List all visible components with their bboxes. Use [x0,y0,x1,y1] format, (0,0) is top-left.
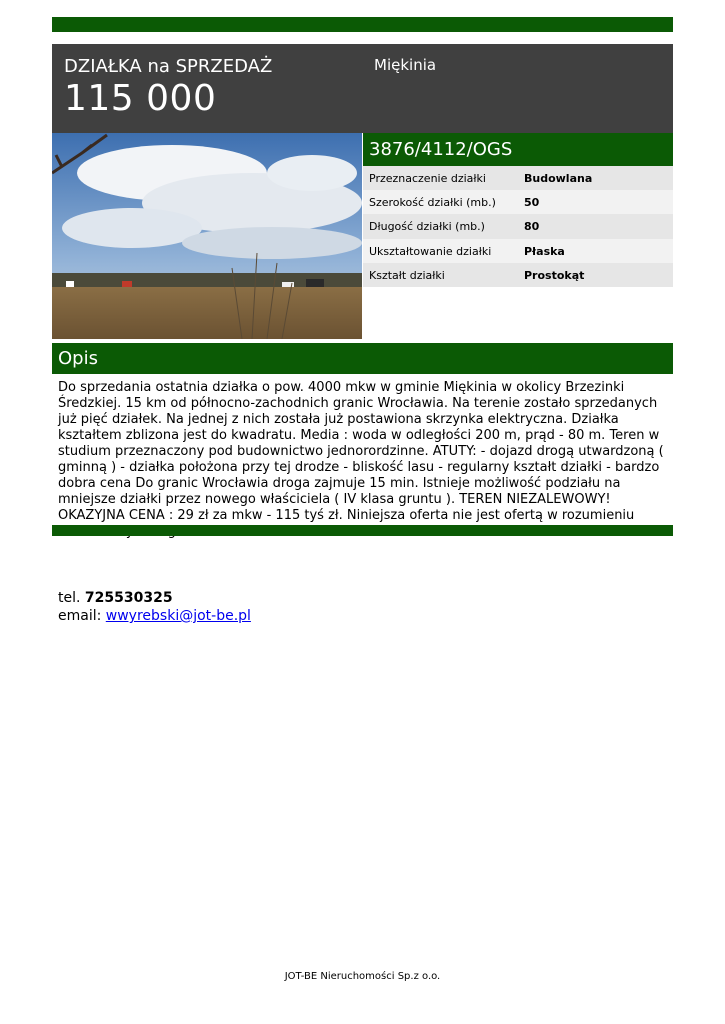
offer-type: DZIAŁKA na SPRZEDAŻ [64,56,273,77]
param-label: Ukształtowanie działki [369,244,492,258]
email-line [58,607,251,625]
contact-block [58,589,251,625]
param-row [363,166,673,190]
bottom-accent-bar [52,525,673,536]
phone-line [58,589,251,607]
param-row [363,190,673,214]
email-label: email: [58,608,102,624]
param-label: Szerokość działki (mb.) [369,196,496,210]
offer-city: Miękinia [374,56,437,74]
params-table [363,166,673,287]
email-link[interactable]: wwyrebski@jot-be.pl [105,608,251,624]
offer-header [52,44,673,133]
description-header [52,343,673,374]
description-title: Opis [58,348,98,369]
param-value: Prostokąt [524,268,585,282]
param-label: Kształt działki [369,268,445,282]
param-row [363,239,673,263]
footer-company: JOT-BE Nieruchomości Sp.z o.o. [284,971,441,982]
top-accent-bar [52,17,673,32]
description-text: Do sprzedania ostatnia działka o pow. 4000 mkw w gminie Miękinia w okolicy Brzezinki Średzkiej. 15 km od północno-zachodnich granic Wrocławia. Na terenie zostało sprzedanych już pięć działek. Na jednej z nich została już postawiona skrzynka elektryczna. Działka kształtem zblizona jest do kwadratu. Media : woda w odległości 200 m, prąd - 80 m. Teren w studium przeznaczony pod budownictwo jednorordzinne. ATUTY: - dojazd drogą utwardzoną ( gminną ) - działka położona przy tej drodze - bliskość lasu - regularny kształt działki - bardzo dobra cena Do granic Wrocławia droga zajmuje 15 min. Istnieje możliwość podziału na mniejsze działki przez nowego właściciela ( IV klasa gruntu ). TEREN NIEZALEWOWY! OKAZYJNA CENA : 29 zł za mkw - 115 tyś zł. Niniejsza oferta nie jest ofertą w rozumieniu [58,380,664,523]
phone-number: 725530325 [84,590,173,606]
param-value: 50 [524,196,540,210]
offer-price: 115 000 [64,78,217,119]
offer-id-bar [363,133,673,166]
property-photo [52,133,362,339]
param-row [363,263,673,287]
param-label: Długość działki (mb.) [369,220,485,234]
param-value: 80 [524,220,540,234]
phone-label: tel. [58,590,81,606]
param-label: Przeznaczenie działki [369,172,486,185]
param-value: Płaska [524,244,565,258]
param-value: Budowlana [524,172,593,185]
offer-id: 3876/4112/OGS [369,139,513,160]
param-row [363,214,673,238]
